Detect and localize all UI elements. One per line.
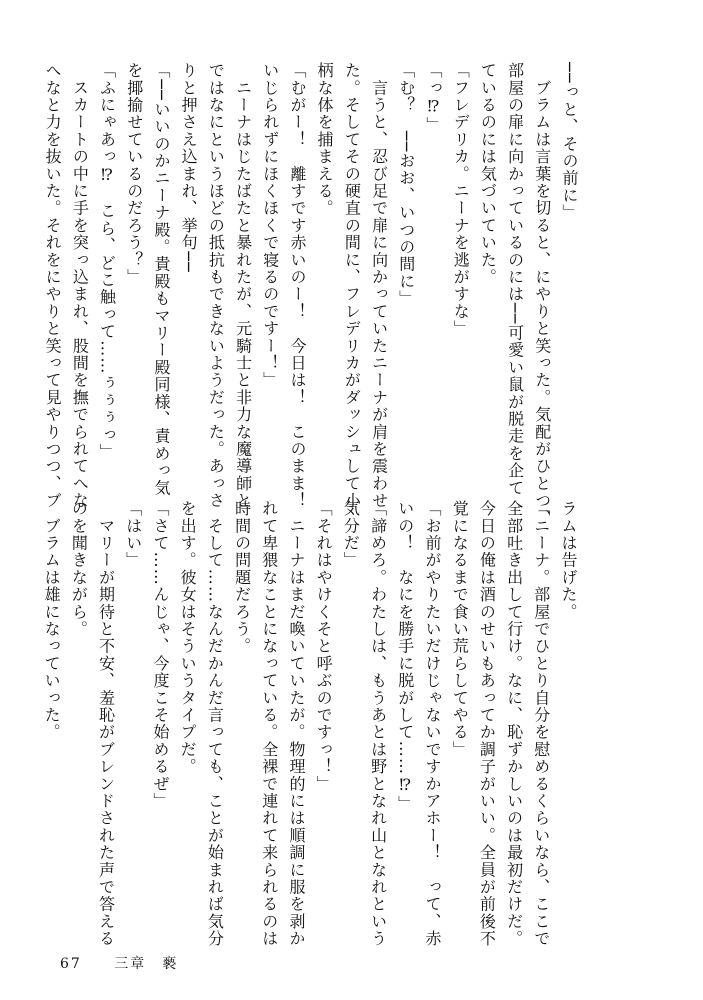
top-text-line: 「フレデリカ。ニーナを逃がすな」 xyxy=(451,62,471,338)
top-text-line: 「む？ ──おお、いつの間に」 xyxy=(396,62,416,308)
bottom-text-line: そして……なんだかんだ言っても、ことが始まれば気分 xyxy=(205,500,225,948)
top-text-line: 「──いいのかニーナ殿。貴殿もマリー殿同様、責めっ気 xyxy=(151,62,171,497)
top-text-line: りと押さえ込まれ、挙句── xyxy=(179,62,199,273)
top-text-line: ているのには気づいていた。 xyxy=(478,62,498,286)
bottom-text-line: 「お前がやりたいだけじゃないですかアホー！ って、赤 xyxy=(422,500,442,948)
bottom-text-line: 覚になるまで食い荒らしてやる」 xyxy=(450,500,470,758)
bottom-text-line: ニーナはまだ喚いていたが。物理的には順調に服を剥か xyxy=(286,500,306,948)
top-text-line: 言うと、忍び足で扉に向かっていたニーナが肩を震わせ xyxy=(369,62,389,510)
top-text-line: ニーナはじたばたと暴れたが、元騎士と非力な魔導師と xyxy=(233,62,253,510)
bottom-text-line: 全部吐き出して行け。なに、恥ずかしいのは最初だけだ。 xyxy=(504,500,524,948)
top-text-line: た。そしてその硬直の間に、フレデリカがダッシュして小 xyxy=(342,62,362,510)
top-text-line: 「むがー！ 離すです赤いのー！ 今日は！ このまま！ xyxy=(287,62,307,510)
bottom-text-line: れて卑猥なことになっている。全裸で連れて来られるのは xyxy=(259,500,279,948)
top-text-block xyxy=(43,62,583,527)
top-text-line: ──っと、その前に」 xyxy=(560,62,579,222)
bottom-text-line: いの！ なにを勝手に脱がして……⁉」 xyxy=(395,500,415,813)
top-text-line: いじられずにほくほくで寝るのですー！」 xyxy=(260,62,280,389)
bottom-text-line: のを聞きながら。 xyxy=(69,500,89,638)
bottom-text-line: 「はい」 xyxy=(123,500,143,569)
bottom-text-line: 「それはやけくそと呼ぶのですっ！」 xyxy=(314,500,334,793)
top-text-line: へなと力を抜いた。それをにやりと笑って見やりつつ、ブ xyxy=(43,62,63,510)
bottom-text-line: ラムは告げた。 xyxy=(559,500,578,621)
bottom-text-block xyxy=(42,500,582,948)
top-text-line: ではなにというほどの抵抗もできないようだった。あっさ xyxy=(206,62,226,510)
bottom-text-line: ブラムは雄になっていった。 xyxy=(42,500,62,741)
top-text-line: 「ふにゃあっ⁉ こら、どこ触って……ぅぅぅっ」 xyxy=(97,62,117,461)
bottom-text-line: 「諦めろ。わたしは、もうあとは野となれ山となれという xyxy=(368,500,388,948)
page-footer xyxy=(60,953,178,973)
top-text-line: 柄な体を捕まえる。 xyxy=(315,62,335,217)
bottom-text-line: 「ニーナ。部屋でひとり自分を慰めるくらいなら、ここで xyxy=(531,500,551,948)
top-text-line: スカートの中に手を突っ込まれ、股間を撫でられてへな xyxy=(70,62,90,510)
top-text-line: を揶揄せているのだろう？」 xyxy=(124,62,144,286)
page-number: 67 xyxy=(60,956,82,972)
top-text-line: 部屋の扉に向かっているのには──可愛い鼠が脱走を企て xyxy=(505,62,525,497)
bottom-text-line: 「さて……んじゃ、今度こそ始めるぜ」 xyxy=(150,500,170,810)
top-text-line: ブラムは言葉を切ると、にやりと笑った。気配がひとつ、 xyxy=(532,62,552,527)
top-text-line: 「っ⁉」 xyxy=(423,62,443,134)
bottom-text-line: 今日の俺は酒のせいもあってか調子がいい。全員が前後不 xyxy=(477,500,497,948)
chapter-title: 三章 褻 xyxy=(114,956,179,972)
bottom-text-line: 気分だ」 xyxy=(341,500,361,569)
bottom-text-line: マリーが期待と不安、羞恥がブレンドされた声で答える xyxy=(96,500,116,948)
bottom-text-line: を出す。彼女はそういうタイプだ。 xyxy=(178,500,198,776)
bottom-text-line: 時間の問題だろう。 xyxy=(232,500,252,655)
